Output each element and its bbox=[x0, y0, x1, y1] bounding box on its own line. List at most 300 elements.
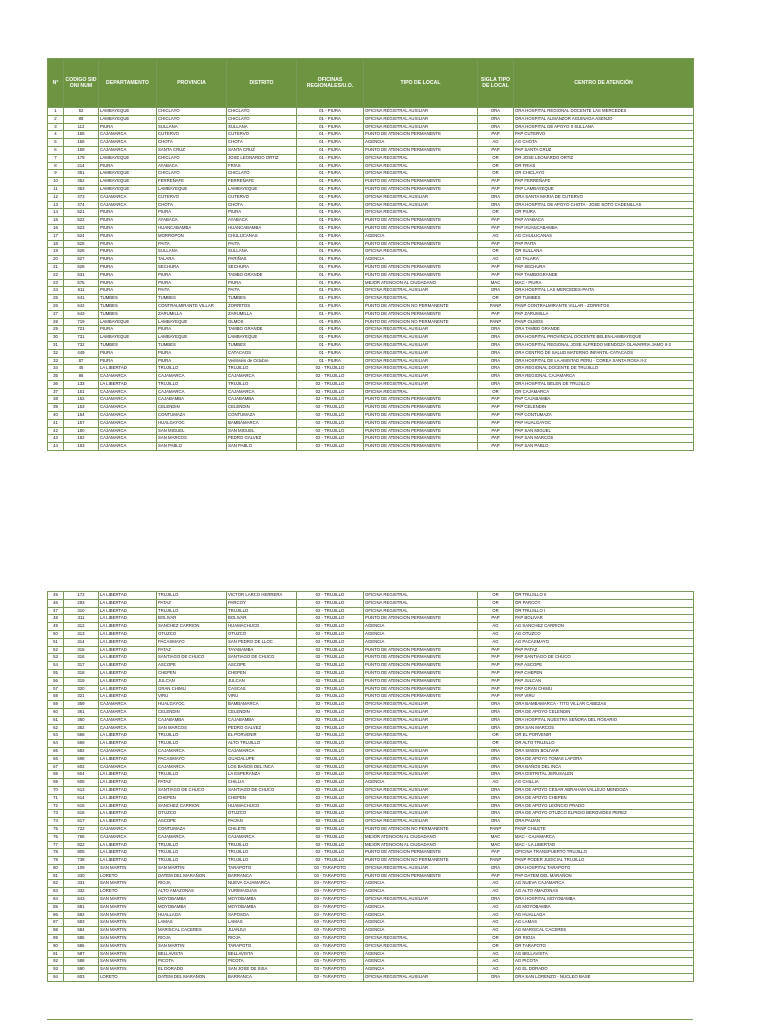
table-cell: 732 bbox=[64, 341, 99, 349]
table-cell: 03 - TARAPOTO bbox=[297, 927, 364, 935]
table-cell: 02 - TRUJILLO bbox=[297, 724, 364, 732]
table-row bbox=[48, 435, 694, 443]
table-cell: TRUJILLO bbox=[227, 607, 297, 615]
table-row bbox=[48, 755, 694, 763]
table-cell: 02 - TRUJILLO bbox=[297, 388, 364, 396]
table-cell: 02 - TRUJILLO bbox=[297, 825, 364, 833]
table-cell: JULCAN bbox=[157, 677, 227, 685]
table-cell: ORA bbox=[478, 287, 514, 295]
table-cell: PIURA bbox=[99, 224, 157, 232]
table-cell: 576 bbox=[64, 279, 99, 287]
table-row bbox=[48, 825, 694, 833]
table-cell: 17 bbox=[48, 232, 64, 240]
table-cell: AG MOYOBAMBA bbox=[514, 903, 694, 911]
table-cell: 157 bbox=[64, 419, 99, 427]
table-cell: ORA bbox=[478, 755, 514, 763]
table-cell: 01 - PIURA bbox=[297, 224, 364, 232]
table-cell: OFICINA REGISTRAL AUXILIAR bbox=[364, 701, 478, 709]
table-cell: AG bbox=[478, 950, 514, 958]
table-cell: AG bbox=[478, 623, 514, 631]
table-cell: SANTA CRUZ bbox=[157, 146, 227, 154]
table-cell: 40 bbox=[48, 412, 64, 420]
table-cell: SECHURA bbox=[157, 263, 227, 271]
table-cell: OFICINA REGISTRAL bbox=[364, 935, 478, 943]
table-cell: LA LIBERTAD bbox=[99, 669, 157, 677]
table-cell: ORA DE APOYO LEONCIO PRADO bbox=[514, 802, 694, 810]
table-cell: ORA DE APOYO CHEPEN bbox=[514, 794, 694, 802]
table-cell: 02 - TRUJILLO bbox=[297, 786, 364, 794]
table-cell: AGENCIA bbox=[364, 232, 478, 240]
locations-table-top bbox=[47, 58, 694, 451]
table-cell: 60 bbox=[48, 708, 64, 716]
table-row bbox=[48, 864, 694, 872]
table-cell: OR bbox=[478, 942, 514, 950]
table-cell: 25 bbox=[48, 295, 64, 303]
col-header-regional-office: OFICINAS REGIONALES/U.O. bbox=[297, 59, 364, 108]
table-cell: NUEVA CAJAMARCA bbox=[227, 880, 297, 888]
table-cell: LA LIBERTAD bbox=[99, 365, 157, 373]
table-cell: CHOTA bbox=[227, 201, 297, 209]
table-cell: OFICINA REGISTRAL AUXILIAR bbox=[364, 193, 478, 201]
table-cell: OR bbox=[478, 170, 514, 178]
table-row bbox=[48, 396, 694, 404]
table-cell: 583 bbox=[64, 919, 99, 927]
table-cell: CAJAMARCA bbox=[99, 146, 157, 154]
table-cell: SANCHEZ CARRION bbox=[157, 623, 227, 631]
table-row bbox=[48, 810, 694, 818]
table-cell: OFICINA REGISTRAL bbox=[364, 154, 478, 162]
table-cell: OFICINA REGISTRAL bbox=[364, 388, 478, 396]
table-cell: 525 bbox=[64, 240, 99, 248]
table-row bbox=[48, 919, 694, 927]
table-cell: 66 bbox=[48, 755, 64, 763]
table-cell: TUMBES bbox=[99, 341, 157, 349]
table-cell: ORA bbox=[478, 974, 514, 982]
table-cell: LA LIBERTAD bbox=[99, 786, 157, 794]
table-cell: OR CHICLAYO bbox=[514, 170, 694, 178]
table-cell: 159 bbox=[64, 146, 99, 154]
table-cell: TAMBO GRANDE bbox=[227, 326, 297, 334]
table-cell: CHILLIA bbox=[227, 779, 297, 787]
table-cell: 01 - PIURA bbox=[297, 302, 364, 310]
table-cell: LA ESPERANZA bbox=[227, 771, 297, 779]
table-cell: FRIAS bbox=[227, 162, 297, 170]
table-cell: PUNTO DE ATENCION PERMANENTE bbox=[364, 646, 478, 654]
table-cell: PUNTO DE ATENCION PERMANENTE bbox=[364, 677, 478, 685]
table-cell: BAMBAMARCA bbox=[227, 701, 297, 709]
table-cell: ORA bbox=[478, 357, 514, 365]
table-cell: 88 bbox=[64, 115, 99, 123]
table-cell: CHULUCANAS bbox=[227, 232, 297, 240]
table-cell: 02 - TRUJILLO bbox=[297, 669, 364, 677]
col-header-province: PROVINCIA bbox=[157, 59, 227, 108]
table-cell: ORA HOSPITAL ALMANZOR AGUINAGA ASENJO bbox=[514, 115, 694, 123]
table-cell: LA LIBERTAD bbox=[99, 630, 157, 638]
table-cell: 86 bbox=[64, 373, 99, 381]
table-cell: ORA BAÑOS DEL INCA bbox=[514, 763, 694, 771]
table-cell: ORA bbox=[478, 896, 514, 904]
table-cell: PAP ASCOPE bbox=[514, 662, 694, 670]
table-cell: LA LIBERTAD bbox=[99, 693, 157, 701]
table-cell: CUTERVO bbox=[227, 193, 297, 201]
table-cell: OR bbox=[478, 935, 514, 943]
table-cell: AG CHILLIA bbox=[514, 779, 694, 787]
table-cell: 41 bbox=[48, 419, 64, 427]
table-cell: GRAN CHIMU bbox=[157, 685, 227, 693]
table-cell: 46 bbox=[48, 599, 64, 607]
table-cell: 588 bbox=[64, 958, 99, 966]
table-cell: 65 bbox=[48, 747, 64, 755]
table-cell: PAITA bbox=[157, 240, 227, 248]
table-cell: BELLAVISTA bbox=[227, 950, 297, 958]
table-cell: CAJAMARCA bbox=[99, 716, 157, 724]
table-cell: 02 - TRUJILLO bbox=[297, 654, 364, 662]
table-cell: 312 bbox=[64, 623, 99, 631]
locations-table-bottom bbox=[47, 591, 694, 982]
table-cell: 590 bbox=[64, 966, 99, 974]
table-row bbox=[48, 209, 694, 217]
table-cell: TRUJILLO bbox=[227, 841, 297, 849]
table-cell: AG bbox=[478, 903, 514, 911]
table-cell: 721 bbox=[64, 326, 99, 334]
table-cell: 03 - TARAPOTO bbox=[297, 974, 364, 982]
table-cell: OFICINA REGISTRAL AUXILIAR bbox=[364, 373, 478, 381]
table-cell: ORA DE APOYO TOMAS LAFORA bbox=[514, 755, 694, 763]
col-header-service-center: CENTRO DE ATENCIÓN bbox=[514, 59, 694, 108]
table-cell: 02 - TRUJILLO bbox=[297, 396, 364, 404]
table-row bbox=[48, 896, 694, 904]
table-row bbox=[48, 927, 694, 935]
table-cell: PIURA bbox=[227, 279, 297, 287]
table-cell: TAMBO GRANDE bbox=[227, 271, 297, 279]
table-cell: 86 bbox=[48, 911, 64, 919]
table-cell: 318 bbox=[64, 669, 99, 677]
table-cell: 01 - PIURA bbox=[297, 271, 364, 279]
table-cell: OFICINA REGISTRAL AUXILIAR bbox=[364, 201, 478, 209]
table-cell: CAJAMARCA bbox=[99, 388, 157, 396]
table-cell: SULLANA bbox=[227, 123, 297, 131]
table-cell: FERREÑAFE bbox=[157, 178, 227, 186]
table-cell: 474 bbox=[64, 201, 99, 209]
table-cell: OFICINA REGISTRAL AUXILIAR bbox=[364, 747, 478, 755]
table-cell: 133 bbox=[64, 380, 99, 388]
table-cell: 03 - TARAPOTO bbox=[297, 872, 364, 880]
table-cell: PUNTO DE ATENCION PERMANENTE bbox=[364, 271, 478, 279]
table-cell: PIURA bbox=[99, 209, 157, 217]
table-cell: OTUZCO bbox=[227, 810, 297, 818]
table-cell: PAP TAMBOGRANDE bbox=[514, 271, 694, 279]
table-cell: PIURA bbox=[99, 263, 157, 271]
table-row bbox=[48, 115, 694, 123]
table-cell: 112 bbox=[64, 123, 99, 131]
table-cell: CAJAMARCA bbox=[99, 201, 157, 209]
table-cell: PUNTO DE ATENCION PERMANENTE bbox=[364, 240, 478, 248]
table-cell: 361 bbox=[64, 708, 99, 716]
table-cell: ORA HOSPITAL DE LA AMISTAD PERU - COREA SANTA ROSA II-2 bbox=[514, 357, 694, 365]
table-cell: CELENDIN bbox=[157, 708, 227, 716]
table-cell: OFICINA REGISTRAL AUXILIAR bbox=[364, 974, 478, 982]
col-header-department: DEPARTAMENTO bbox=[99, 59, 157, 108]
table-row bbox=[48, 248, 694, 256]
table-row bbox=[48, 108, 694, 116]
table-cell: 543 bbox=[64, 896, 99, 904]
table-cell: 91 bbox=[48, 950, 64, 958]
table-cell: AG bbox=[478, 911, 514, 919]
table-cell: AGENCIA bbox=[364, 638, 478, 646]
table-cell: OR bbox=[478, 154, 514, 162]
table-cell: AG bbox=[478, 880, 514, 888]
table-cell: 19 bbox=[48, 248, 64, 256]
table-cell: RIOJA bbox=[157, 935, 227, 943]
table-cell: ORA bbox=[478, 818, 514, 826]
table-cell: 03 - TARAPOTO bbox=[297, 880, 364, 888]
table-cell: 584 bbox=[64, 927, 99, 935]
table-cell: CAJAMARCA bbox=[157, 388, 227, 396]
table-cell: AG bbox=[478, 779, 514, 787]
table-cell: ORA bbox=[478, 810, 514, 818]
table-row bbox=[48, 872, 694, 880]
table-cell: 528 bbox=[64, 263, 99, 271]
table-cell: ZARUMILLA bbox=[227, 310, 297, 318]
table-cell: CAJAMARCA bbox=[99, 412, 157, 420]
table-cell: PAP FERREÑAFE bbox=[514, 178, 694, 186]
table-cell: Veintiséis de Octubre bbox=[227, 357, 297, 365]
table-row bbox=[48, 654, 694, 662]
table-cell: SAN MIGUEL bbox=[157, 427, 227, 435]
table-cell: 01 - PIURA bbox=[297, 263, 364, 271]
table-cell: 02 - TRUJILLO bbox=[297, 849, 364, 857]
table-row bbox=[48, 779, 694, 787]
table-cell: 24 bbox=[48, 287, 64, 295]
table-cell: 45 bbox=[48, 592, 64, 600]
table-cell: 89 bbox=[48, 935, 64, 943]
table-cell: PUNTO DE ATENCION PERMANENTE bbox=[364, 224, 478, 232]
table-cell: 719 bbox=[64, 318, 99, 326]
table-cell: PUNTO DE ATENCION PERMANENTE bbox=[364, 146, 478, 154]
table-cell: OR EL PORVENIR bbox=[514, 732, 694, 740]
table-row bbox=[48, 240, 694, 248]
table-cell: LA LIBERTAD bbox=[99, 755, 157, 763]
table-cell: PIURA bbox=[99, 287, 157, 295]
table-cell: OFICINA REGISTRAL bbox=[364, 248, 478, 256]
table-cell: 02 - TRUJILLO bbox=[297, 802, 364, 810]
table-cell: 531 bbox=[64, 271, 99, 279]
table-cell: SAN MARTIN bbox=[157, 942, 227, 950]
table-cell: SAN MARTIN bbox=[157, 864, 227, 872]
table-cell: 320 bbox=[64, 685, 99, 693]
table-cell: OFICINA REGISTRAL bbox=[364, 209, 478, 217]
table-cell: TRUJILLO bbox=[227, 849, 297, 857]
table-cell: ORA HOSPITAL BELEN DE TRUJILLO bbox=[514, 380, 694, 388]
table-cell: ORA bbox=[478, 864, 514, 872]
table-cell: OFICINA REGISTRAL AUXILIAR bbox=[364, 763, 478, 771]
table-cell: SAN JOSE DE SISA bbox=[227, 966, 297, 974]
col-header-district: DISTRITO bbox=[227, 59, 297, 108]
table-cell: LA LIBERTAD bbox=[99, 740, 157, 748]
table-cell: 01 - PIURA bbox=[297, 357, 364, 365]
table-cell: OFICINA REGISTRAL AUXILIAR bbox=[364, 334, 478, 342]
table-cell: PAP SAN PABLO bbox=[514, 443, 694, 451]
table-cell: 02 - TRUJILLO bbox=[297, 404, 364, 412]
table-cell: 01 - PIURA bbox=[297, 295, 364, 303]
table-cell: 71 bbox=[48, 794, 64, 802]
table-cell: PAP bbox=[478, 849, 514, 857]
table-cell: AGENCIA bbox=[364, 903, 478, 911]
table-cell: TUMBES bbox=[157, 341, 227, 349]
table-cell: SULLANA bbox=[227, 248, 297, 256]
table-cell: 16 bbox=[48, 224, 64, 232]
table-row bbox=[48, 763, 694, 771]
table-cell: LAMBAYEQUE bbox=[99, 115, 157, 123]
table-cell: 02 - TRUJILLO bbox=[297, 615, 364, 623]
table-cell: ORA SIMON BOLIVAR bbox=[514, 747, 694, 755]
table-cell: CUTERVO bbox=[227, 131, 297, 139]
table-cell: 53 bbox=[48, 654, 64, 662]
table-cell: MEJOR ATENCION AL CIUDADANO bbox=[364, 841, 478, 849]
table-cell: PAP CUTERVO bbox=[514, 131, 694, 139]
table-cell: OFICINA REGISTRAL AUXILIAR bbox=[364, 786, 478, 794]
table-cell: AGENCIA bbox=[364, 139, 478, 147]
table-cell: PIURA bbox=[99, 232, 157, 240]
table-cell: 569 bbox=[64, 740, 99, 748]
table-cell: LA LIBERTAD bbox=[99, 802, 157, 810]
table-cell: MOYOBAMBA bbox=[157, 896, 227, 904]
table-cell: LA LIBERTAD bbox=[99, 677, 157, 685]
table-cell: 14 bbox=[48, 209, 64, 217]
table-row bbox=[48, 677, 694, 685]
table-cell: PUNTO DE ATENCION NO PERMANENTE bbox=[364, 302, 478, 310]
table-cell: ORA bbox=[478, 794, 514, 802]
table-cell: 59 bbox=[48, 701, 64, 709]
table-row bbox=[48, 279, 694, 287]
table-cell: PAP bbox=[478, 404, 514, 412]
table-cell: PUNTO DE ATENCION PERMANENTE bbox=[364, 685, 478, 693]
table-cell: 52 bbox=[64, 108, 99, 116]
table-cell: EL DORADO bbox=[157, 966, 227, 974]
table-cell: PIURA bbox=[157, 349, 227, 357]
table-row bbox=[48, 349, 694, 357]
table-cell: ORA TAMBO GRANDE bbox=[514, 326, 694, 334]
table-row bbox=[48, 271, 694, 279]
table-row bbox=[48, 771, 694, 779]
table-cell: OTUZCO bbox=[227, 630, 297, 638]
table-cell: 330 bbox=[64, 872, 99, 880]
table-cell: 36 bbox=[48, 380, 64, 388]
table-cell: ORA bbox=[478, 365, 514, 373]
table-cell: AYABACA bbox=[157, 217, 227, 225]
table-cell: PATAZ bbox=[157, 646, 227, 654]
table-cell: PAP PATAZ bbox=[514, 646, 694, 654]
table-cell: 160 bbox=[64, 427, 99, 435]
table-cell: PUNTO DE ATENCION PERMANENTE bbox=[364, 217, 478, 225]
table-cell: 3 bbox=[48, 123, 64, 131]
table-cell: 315 bbox=[64, 646, 99, 654]
table-cell: AGENCIA bbox=[364, 256, 478, 264]
table-cell: OFICINA REGISTRAL bbox=[364, 295, 478, 303]
table-cell: OFICINA TRANSPUERTO TRUJILLO bbox=[514, 849, 694, 857]
table-cell: PAP bbox=[478, 427, 514, 435]
table-cell: AG LAMAS bbox=[514, 919, 694, 927]
table-cell: PAP bbox=[478, 217, 514, 225]
table-cell: PATAZ bbox=[157, 599, 227, 607]
table-row bbox=[48, 740, 694, 748]
table-cell: 02 - TRUJILLO bbox=[297, 607, 364, 615]
table-cell: PAP CELENDIN bbox=[514, 404, 694, 412]
table-cell: PIURA bbox=[99, 123, 157, 131]
table-cell: DATEM DEL MARAÑON bbox=[157, 872, 227, 880]
table-cell: 34 bbox=[48, 365, 64, 373]
table-cell: OR TRUJILLO I bbox=[514, 607, 694, 615]
table-cell: PUNTO DE ATENCION PERMANENTE bbox=[364, 669, 478, 677]
table-cell: TRUJILLO bbox=[227, 380, 297, 388]
table-cell: ORA bbox=[478, 341, 514, 349]
table-cell: 8 bbox=[48, 162, 64, 170]
table-cell: ORA DE APOYO CELENDIN bbox=[514, 708, 694, 716]
table-row bbox=[48, 334, 694, 342]
table-row bbox=[48, 341, 694, 349]
table-cell: LA LIBERTAD bbox=[99, 771, 157, 779]
table-cell: PAP bbox=[478, 669, 514, 677]
table-cell: PUNTO DE ATENCION PERMANENTE bbox=[364, 185, 478, 193]
table-cell: LAMBAYEQUE bbox=[157, 185, 227, 193]
table-cell: LA LIBERTAD bbox=[99, 841, 157, 849]
table-cell: CAJAMARCA bbox=[99, 193, 157, 201]
table-cell: OFICINA REGISTRAL bbox=[364, 942, 478, 950]
table-cell: OR bbox=[478, 607, 514, 615]
table-cell: MOYOBAMBA bbox=[157, 903, 227, 911]
table-cell: PEDRO GALVEZ bbox=[227, 724, 297, 732]
table-cell: 01 - PIURA bbox=[297, 170, 364, 178]
table-cell: AG bbox=[478, 966, 514, 974]
table-cell: 1 bbox=[48, 108, 64, 116]
table-cell: 293 bbox=[64, 599, 99, 607]
table-cell: 93 bbox=[48, 966, 64, 974]
table-cell: OFICINA REGISTRAL AUXILIAR bbox=[364, 708, 478, 716]
table-cell: ALTO TRUJILLO bbox=[227, 740, 297, 748]
table-cell: 70 bbox=[48, 786, 64, 794]
table-cell: OR TRUJILLO II bbox=[514, 592, 694, 600]
table-cell: PIURA bbox=[157, 357, 227, 365]
table-cell: LA LIBERTAD bbox=[99, 662, 157, 670]
table-cell: CAJAMARCA bbox=[227, 833, 297, 841]
table-cell: OFICINA REGISTRAL bbox=[364, 592, 478, 600]
table-cell: 56 bbox=[48, 677, 64, 685]
table-row bbox=[48, 802, 694, 810]
table-cell: AGENCIA bbox=[364, 623, 478, 631]
table-cell: HUALGAYOC bbox=[157, 701, 227, 709]
table-cell: 316 bbox=[64, 654, 99, 662]
table-cell: 83 bbox=[48, 888, 64, 896]
table-cell: LA LIBERTAD bbox=[99, 646, 157, 654]
table-cell: 582 bbox=[64, 911, 99, 919]
table-cell: PAITA bbox=[227, 287, 297, 295]
table-cell: 03 - TARAPOTO bbox=[297, 896, 364, 904]
table-cell: PATAZ bbox=[157, 779, 227, 787]
table-cell: AGENCIA bbox=[364, 958, 478, 966]
table-cell: OR bbox=[478, 732, 514, 740]
table-cell: PAP SANTIAGO DE CHUCO bbox=[514, 654, 694, 662]
table-cell: PEDRO GALVEZ bbox=[227, 435, 297, 443]
table-row bbox=[48, 693, 694, 701]
table-cell: TRUJILLO bbox=[227, 365, 297, 373]
table-cell: 02 - TRUJILLO bbox=[297, 810, 364, 818]
table-cell: 69 bbox=[48, 779, 64, 787]
table-cell: OR PIURA bbox=[514, 209, 694, 217]
table-cell: PAP LAMBAYEQUE bbox=[514, 185, 694, 193]
table-cell: SULLANA bbox=[157, 123, 227, 131]
table-cell: OFICINA REGISTRAL bbox=[364, 732, 478, 740]
table-cell: 602 bbox=[64, 763, 99, 771]
